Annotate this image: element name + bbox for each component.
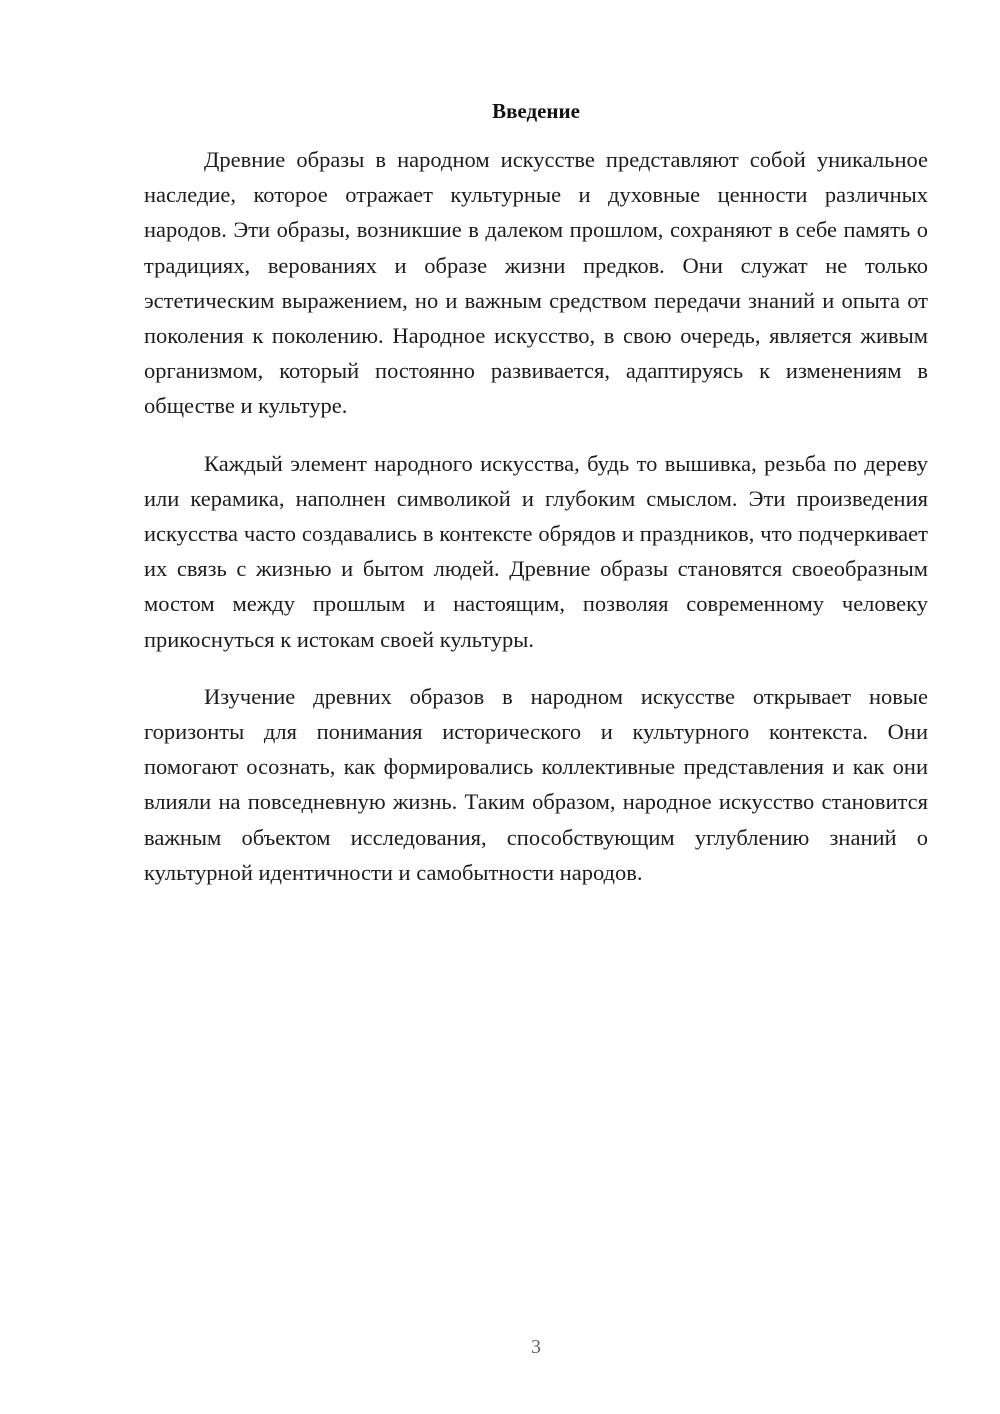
section-heading: Введение <box>492 99 580 123</box>
page-number: 3 <box>531 1336 541 1358</box>
paragraph: Древние образы в народном искусстве представляют собой уникальное наследие, которое отражает культурные и духовные ценности различных народов. Эти образы, возникшие в далеком прошлом, сохраняют в себе память о традициях, верованиях и образе жизни предков. Они служат не только эстетическим выражением, но и важным средством передачи знаний и опыта от поколения к поколению. Народное искусство, в свою очередь, является живым организмом, который постоянно развивается, адаптируясь к изменениям в обществе и культуре. <box>144 147 928 419</box>
paragraph: Изучение древних образов в народном искусстве открывает новые горизонты для понимания исторического и культурного контекста. Они помогают осознать, как формировались коллективные представления и как они влияли на повседневную жизнь. Таким образом, народное искусство становится важным объектом исследования, способствующим углублению знаний о культурной идентичности и самобытности народов. <box>144 683 928 885</box>
paragraph: Каждый элемент народного искусства, будь то вышивка, резьба по дереву или керамика, наполнен символикой и глубоким смыслом. Эти произведения искусства часто создавались в контексте обрядов и праздников, что подчеркивает их связь с жизнью и бытом людей. Древние образы становятся своеобразным мостом между прошлым и настоящим, позволяя современному человеку прикоснуться к истокам своей культуры. <box>144 450 928 652</box>
body-text <box>144 142 928 912</box>
